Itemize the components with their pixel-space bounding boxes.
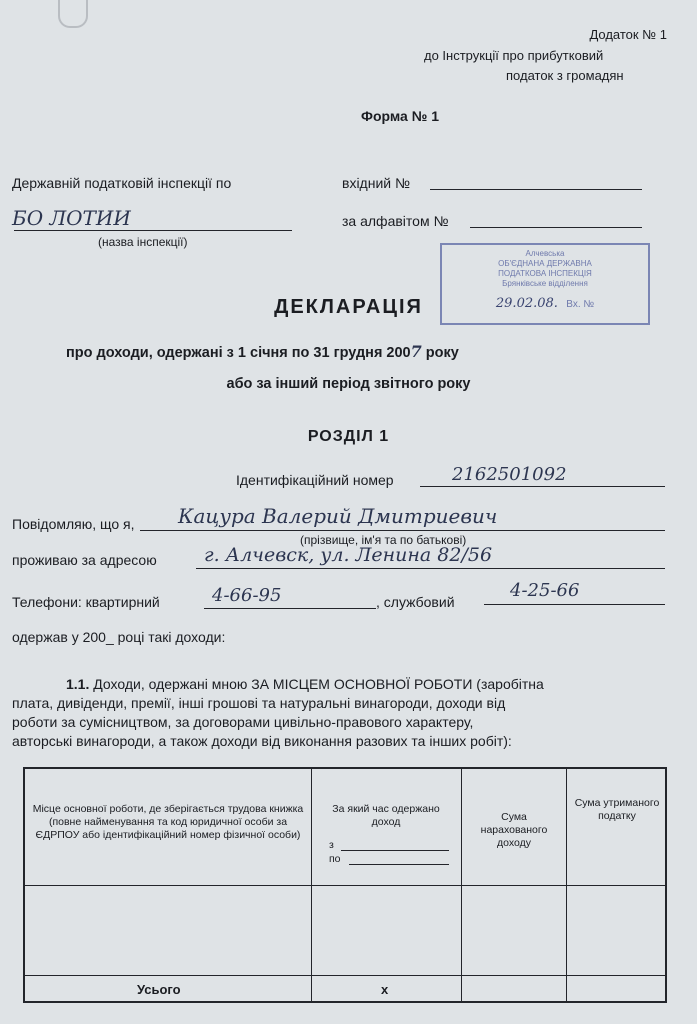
item-1-1-line-3: роботи за сумісництвом, за договорами цивільно-правового характеру, — [12, 714, 474, 730]
id-number-label: Ідентифікаційний номер — [236, 472, 394, 488]
phone-work-value[interactable]: 4-25-66 — [510, 580, 580, 601]
phone-work-label: , службовий — [376, 594, 455, 610]
item-1-1-line-1 — [66, 676, 544, 692]
annex-line-1: Додаток № 1 — [589, 27, 667, 42]
table-row-divider — [25, 975, 665, 976]
period-to-field[interactable] — [349, 864, 449, 865]
phones-label: Телефони: квартирний — [12, 594, 160, 610]
item-1-1-line-4: авторські винагороди, а також доходи від виконання разових та інших робіт): — [12, 733, 512, 749]
stamp-number-label: Вх. № — [566, 299, 595, 310]
address-label: проживаю за адресою — [12, 552, 157, 568]
annex-line-3: податок з громадян — [506, 68, 624, 83]
declarant-underline — [140, 530, 665, 531]
id-number-value[interactable]: 2162501092 — [452, 464, 567, 485]
table-row-divider — [25, 885, 665, 886]
subtitle-pre: про доходи, одержані з 1 січня по 31 грудня 200 — [66, 345, 411, 361]
address-underline — [196, 568, 665, 569]
total-period-mark: x — [381, 982, 389, 997]
received-text: одержав у 200_ році такі доходи: — [12, 629, 226, 645]
id-number-underline — [420, 486, 665, 487]
subtitle-year-digit[interactable]: 7 — [410, 342, 422, 361]
incoming-label: вхідний № — [342, 175, 410, 191]
subtitle-post: року — [425, 345, 459, 361]
declarant-value[interactable]: Кацура Валерий Дмитриевич — [178, 504, 498, 528]
item-1-1-line-2: плата, дивіденди, премії, інші грошові та натуральні винагороди, доходи від — [12, 695, 506, 711]
declarant-caption: (прізвище, ім'я та по батькові) — [300, 533, 467, 547]
declaration-title: ДЕКЛАРАЦІЯ — [274, 296, 423, 318]
alphabet-label: за алфавітом № — [342, 213, 449, 229]
alphabet-field[interactable] — [470, 227, 642, 228]
inspection-label: Державній податковій інспекції по — [12, 175, 232, 191]
period-from-field[interactable] — [341, 850, 449, 851]
form-number: Форма № 1 — [361, 108, 439, 124]
inspection-value[interactable] — [12, 206, 131, 230]
address-value[interactable]: г. Алчевск, ул. Ленина 82/56 — [204, 544, 493, 566]
phone-home-value[interactable]: 4-66-95 — [212, 585, 282, 606]
inspection-underline — [14, 230, 292, 231]
stamp-date: 29.02.08. — [495, 296, 558, 311]
total-label: Усього — [137, 982, 181, 997]
table-header-accrued: Сума нарахованого доходу — [480, 811, 548, 849]
inspection-caption: (назва інспекції) — [98, 235, 188, 249]
subtitle-line-2: або за інший період звітного року — [226, 376, 471, 392]
phone-home-underline — [204, 608, 376, 609]
inspection-prefix: БО — [12, 206, 44, 230]
stamp-line-2: ОБ'ЄДНАНА ДЕРЖАВНА — [498, 259, 592, 268]
paper-clip-icon — [58, 0, 88, 28]
item-1-1-number: 1.1. — [66, 676, 90, 692]
item-1-1-text-1: Доходи, одержані мною ЗА МІСЦЕМ ОСНОВНОЇ РОБОТИ (заробітна — [93, 676, 544, 692]
stamp-line-4: Брянківське відділення — [502, 279, 588, 288]
table-header-workplace: Місце основної роботи, де зберігається трудова книжка (повне найменування та код юридичної особи за ЄДРПОУ або ідентифікаційний номер фізичної особи) — [32, 803, 304, 841]
section-title: РОЗДІЛ 1 — [307, 428, 390, 445]
income-table — [23, 767, 667, 1003]
declarant-label: Повідомляю, що я, — [12, 516, 135, 532]
stamp-line-3: ПОДАТКОВА ІНСПЕКЦІЯ — [498, 269, 592, 278]
annex-line-2: до Інструкції про прибутковий — [424, 48, 604, 63]
period-to-label: по — [329, 853, 341, 865]
table-header-withheld: Сума утриманого податку — [574, 797, 660, 822]
stamp-line-1: Алчевська — [525, 249, 565, 258]
subtitle-line-1 — [66, 342, 459, 361]
period-from-label: з — [329, 839, 334, 851]
incoming-field[interactable] — [430, 189, 642, 190]
inspection-name: ЛОТИИ — [49, 206, 131, 230]
phone-work-underline — [484, 604, 665, 605]
table-header-period: За який час одержано доход — [332, 803, 440, 828]
